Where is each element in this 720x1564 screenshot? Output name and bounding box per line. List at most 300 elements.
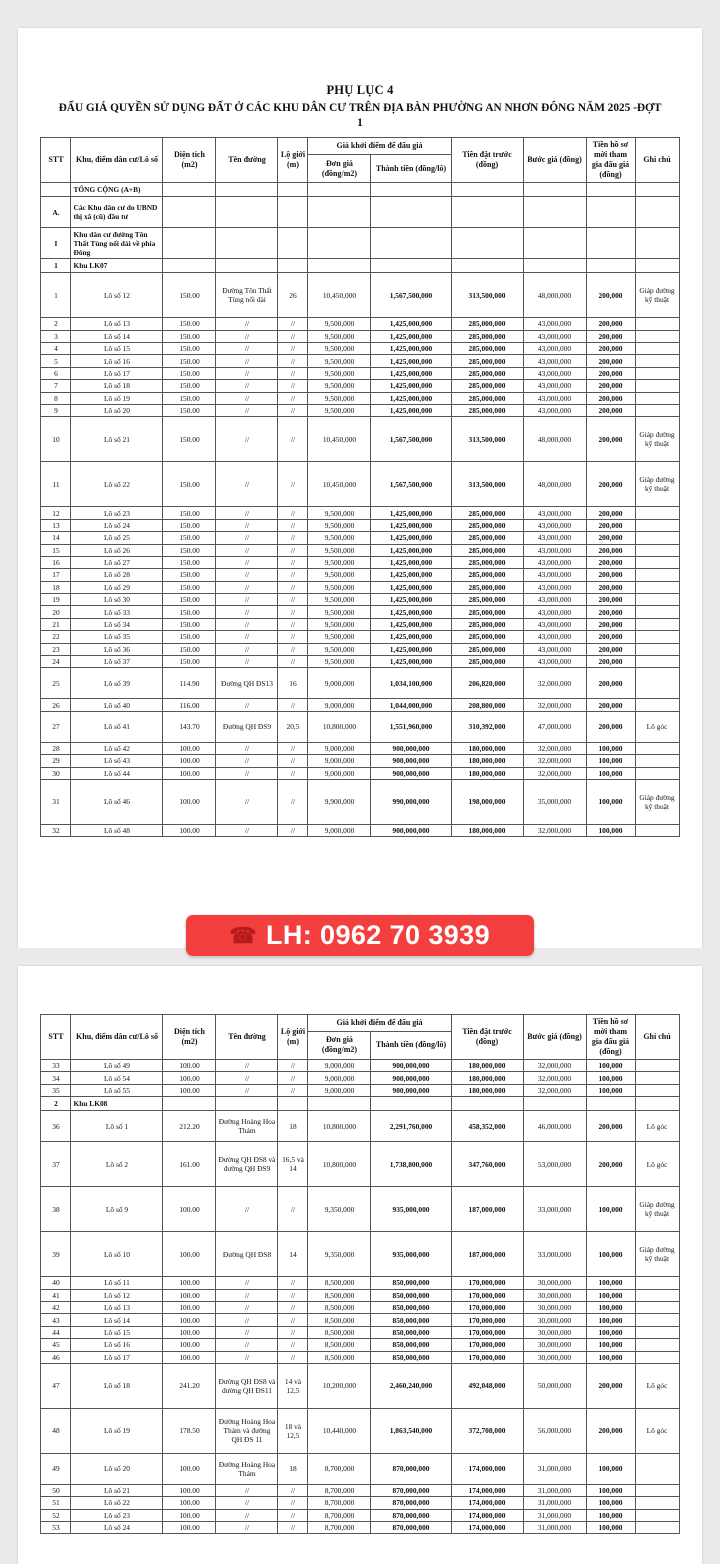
cell-stt: 51 [41,1497,71,1509]
cell-thanh-tien: 1,425,000,000 [371,318,451,330]
cell-don-gia: 10,450,000 [308,462,371,507]
cell-lo-gioi: // [278,367,308,379]
cell-lo-gioi: 14 và 12,5 [278,1363,308,1408]
cell-dien-tich: 100.00 [163,1497,216,1509]
cell-lo-gioi: // [278,699,308,711]
cell-tien-dat-truoc: 285,000,000 [451,318,523,330]
cell-ten-duong: // [216,581,278,593]
table-row [41,699,679,711]
cell-lo-so: Lô số 43 [71,755,163,767]
cell-stt: 45 [41,1339,71,1351]
cell-tien-dat-truoc: 285,000,000 [451,367,523,379]
cell-tien-ho-so: 200,000 [586,699,635,711]
cell-stt: 17 [41,569,71,581]
cell-ten-duong: // [216,343,278,355]
cell-tien-dat-truoc: 285,000,000 [451,330,523,342]
cell-stt: 14 [41,532,71,544]
table-row [41,779,679,824]
cell-thanh-tien: 1,551,960,000 [371,711,451,742]
section-empty-cell [586,197,635,228]
cell-ghi-chu [635,507,679,519]
section-empty-cell [216,1097,278,1111]
cell-buoc-gia: 31,000,000 [523,1509,586,1521]
cell-thanh-tien: 1,425,000,000 [371,532,451,544]
cell-dien-tich: 150.00 [163,318,216,330]
cell-dien-tich: 100.00 [163,1072,216,1084]
section-empty-cell [523,228,586,259]
cell-thanh-tien: 935,000,000 [371,1187,451,1232]
cell-ten-duong: // [216,1497,278,1509]
cell-ten-duong: // [216,330,278,342]
cell-ghi-chu [635,656,679,668]
cell-stt: 16 [41,556,71,568]
cell-dien-tich: 150.00 [163,392,216,404]
cell-ghi-chu: Giáp đường kỹ thuật [635,1187,679,1232]
cell-ghi-chu: Lô góc [635,1408,679,1453]
cell-lo-gioi: // [278,380,308,392]
cell-lo-so: Lô số 42 [71,742,163,754]
cell-buoc-gia: 53,000,000 [523,1142,586,1187]
cell-stt: 52 [41,1509,71,1521]
cell-tien-dat-truoc: 313,500,000 [451,417,523,462]
cell-tien-dat-truoc: 285,000,000 [451,392,523,404]
cell-ghi-chu [635,1301,679,1313]
cell-ghi-chu: Lô góc [635,1142,679,1187]
cell-buoc-gia: 43,000,000 [523,606,586,618]
cell-ghi-chu [635,392,679,404]
section-empty-cell [451,228,523,259]
cell-don-gia: 9,000,000 [308,824,371,836]
cell-lo-so: Lô số 17 [71,367,163,379]
cell-thanh-tien: 2,291,760,000 [371,1111,451,1142]
cell-dien-tich: 100.00 [163,1484,216,1496]
table-row [41,1289,679,1301]
col-header-ghi-chu: Ghi chú [635,1015,679,1060]
cell-dien-tich: 150.00 [163,581,216,593]
table-row [41,273,679,318]
col-header-khu: Khu, điểm dân cư/Lô số [71,1015,163,1060]
section-empty-cell [371,259,451,273]
cell-dien-tich: 212.20 [163,1111,216,1142]
cell-lo-gioi: // [278,556,308,568]
section-empty-cell [278,228,308,259]
cell-tien-dat-truoc: 285,000,000 [451,544,523,556]
cell-lo-so: Lô số 13 [71,1301,163,1313]
cell-dien-tich: 150.00 [163,404,216,416]
cell-don-gia: 9,500,000 [308,544,371,556]
table-row [41,1497,679,1509]
cell-ten-duong: // [216,1060,278,1072]
document-page-2 [18,966,702,1564]
cell-ghi-chu [635,767,679,779]
section-empty-cell [163,1097,216,1111]
cell-dien-tich: 150.00 [163,367,216,379]
cell-lo-gioi: // [278,1277,308,1289]
cell-ghi-chu [635,532,679,544]
cell-stt: 36 [41,1111,71,1142]
cell-stt: 41 [41,1289,71,1301]
section-empty-cell [451,183,523,197]
cell-don-gia: 9,000,000 [308,699,371,711]
cell-tien-dat-truoc: 174,000,000 [451,1484,523,1496]
cell-thanh-tien: 2,460,240,000 [371,1363,451,1408]
cell-thanh-tien: 850,000,000 [371,1351,451,1363]
cell-stt: 5 [41,355,71,367]
cell-dien-tich: 100.00 [163,1339,216,1351]
cell-ten-duong: // [216,755,278,767]
cell-don-gia: 9,000,000 [308,755,371,767]
cell-dien-tich: 100.00 [163,755,216,767]
cell-ghi-chu [635,1060,679,1072]
cell-buoc-gia: 43,000,000 [523,544,586,556]
cell-lo-gioi: // [278,462,308,507]
cell-buoc-gia: 48,000,000 [523,417,586,462]
cell-ghi-chu [635,1326,679,1338]
cell-buoc-gia: 32,000,000 [523,1060,586,1072]
cell-ghi-chu [635,755,679,767]
cell-dien-tich: 100.00 [163,1351,216,1363]
cell-buoc-gia: 30,000,000 [523,1326,586,1338]
cell-lo-so: Lô số 11 [71,1277,163,1289]
cell-tien-ho-so: 200,000 [586,367,635,379]
cell-stt: 3 [41,330,71,342]
section-empty-cell [216,183,278,197]
cell-ghi-chu [635,318,679,330]
cell-buoc-gia: 43,000,000 [523,631,586,643]
cell-lo-gioi: // [278,779,308,824]
cell-don-gia: 8,700,000 [308,1484,371,1496]
cell-tien-ho-so: 200,000 [586,1142,635,1187]
cell-lo-gioi: 18 [278,1453,308,1484]
table-body-page-2 [41,1060,679,1534]
cell-dien-tich: 100.00 [163,1522,216,1534]
cell-tien-dat-truoc: 285,000,000 [451,643,523,655]
section-label: Khu LK07 [71,259,163,273]
cell-tien-dat-truoc: 285,000,000 [451,594,523,606]
cell-tien-ho-so: 200,000 [586,1111,635,1142]
section-empty-cell [523,259,586,273]
cell-dien-tich: 114.90 [163,668,216,699]
cell-tien-ho-so: 100,000 [586,742,635,754]
cell-ten-duong: // [216,532,278,544]
cell-ghi-chu [635,556,679,568]
cell-ghi-chu [635,519,679,531]
cell-thanh-tien: 870,000,000 [371,1522,451,1534]
cell-ghi-chu [635,606,679,618]
cell-tien-dat-truoc: 180,000,000 [451,742,523,754]
cell-tien-ho-so: 200,000 [586,544,635,556]
cell-stt: 31 [41,779,71,824]
table-row [41,581,679,593]
cell-dien-tich: 100.00 [163,1277,216,1289]
cell-ghi-chu [635,699,679,711]
table-row [41,656,679,668]
cell-don-gia: 9,500,000 [308,355,371,367]
cell-tien-ho-so: 200,000 [586,631,635,643]
cell-dien-tich: 100.00 [163,779,216,824]
cell-buoc-gia: 43,000,000 [523,618,586,630]
cell-stt: 44 [41,1326,71,1338]
cell-dien-tich: 241.20 [163,1363,216,1408]
cell-thanh-tien: 1,034,100,000 [371,668,451,699]
cell-buoc-gia: 31,000,000 [523,1497,586,1509]
col-header-lo-gioi: Lộ giới (m) [278,1015,308,1060]
cell-ten-duong: // [216,355,278,367]
cell-buoc-gia: 30,000,000 [523,1277,586,1289]
cell-dien-tich: 100.00 [163,1301,216,1313]
cell-lo-gioi: // [278,656,308,668]
section-empty-cell [216,228,278,259]
section-label: TỔNG CỘNG (A+B) [71,183,163,197]
cell-don-gia: 8,700,000 [308,1497,371,1509]
cell-don-gia: 9,500,000 [308,519,371,531]
table-row [41,355,679,367]
cell-tien-dat-truoc: 180,000,000 [451,1084,523,1096]
cell-lo-so: Lô số 25 [71,532,163,544]
cell-dien-tich: 150.00 [163,417,216,462]
cell-tien-ho-so: 100,000 [586,1351,635,1363]
cell-lo-so: Lô số 21 [71,1484,163,1496]
table-row [41,755,679,767]
cell-thanh-tien: 1,425,000,000 [371,643,451,655]
cell-ghi-chu [635,1351,679,1363]
table-row [41,1351,679,1363]
table-section-row [41,259,679,273]
section-empty-cell [278,197,308,228]
cell-dien-tich: 150.00 [163,569,216,581]
cell-lo-so: Lô số 36 [71,643,163,655]
cell-tien-dat-truoc: 187,000,000 [451,1232,523,1277]
section-empty-cell [308,197,371,228]
cell-ten-duong: // [216,556,278,568]
table-row [41,1142,679,1187]
cell-stt: 19 [41,594,71,606]
cell-tien-dat-truoc: 206,820,000 [451,668,523,699]
col-header-stt: STT [41,138,71,183]
cell-don-gia: 9,500,000 [308,631,371,643]
cell-ghi-chu [635,1522,679,1534]
cell-thanh-tien: 1,425,000,000 [371,380,451,392]
cell-stt: 24 [41,656,71,668]
cell-tien-dat-truoc: 285,000,000 [451,532,523,544]
cell-ten-duong: // [216,767,278,779]
cell-don-gia: 8,700,000 [308,1522,371,1534]
cell-lo-so: Lô số 35 [71,631,163,643]
cell-tien-ho-so: 200,000 [586,1363,635,1408]
cell-dien-tich: 100.00 [163,1326,216,1338]
cell-tien-ho-so: 200,000 [586,643,635,655]
cell-stt: 23 [41,643,71,655]
cell-don-gia: 9,350,000 [308,1187,371,1232]
cell-tien-ho-so: 100,000 [586,755,635,767]
cell-lo-so: Lô số 23 [71,507,163,519]
cell-don-gia: 9,000,000 [308,767,371,779]
section-empty-cell [586,1097,635,1111]
cell-stt: 1 [41,273,71,318]
cell-don-gia: 9,500,000 [308,556,371,568]
cell-tien-dat-truoc: 180,000,000 [451,1060,523,1072]
cell-buoc-gia: 50,000,000 [523,1363,586,1408]
table-row [41,1084,679,1096]
cell-tien-dat-truoc: 492,048,000 [451,1363,523,1408]
section-empty-cell [278,1097,308,1111]
telephone-icon: ☎ [229,922,257,948]
cell-lo-gioi: // [278,1060,308,1072]
cell-lo-so: Lô số 20 [71,404,163,416]
cell-thanh-tien: 1,425,000,000 [371,618,451,630]
cell-ten-duong: // [216,1084,278,1096]
cell-ghi-chu: Lô góc [635,711,679,742]
cell-tien-dat-truoc: 313,500,000 [451,273,523,318]
cell-tien-dat-truoc: 170,000,000 [451,1277,523,1289]
cell-tien-ho-so: 200,000 [586,618,635,630]
cell-tien-ho-so: 200,000 [586,404,635,416]
cell-buoc-gia: 48,000,000 [523,462,586,507]
table-section-row [41,228,679,259]
cell-stt: 48 [41,1408,71,1453]
cell-lo-gioi: // [278,742,308,754]
cell-lo-gioi: // [278,1314,308,1326]
section-empty-cell [216,259,278,273]
table-row [41,367,679,379]
cell-stt: 7 [41,380,71,392]
cell-tien-ho-so: 100,000 [586,1277,635,1289]
col-header-dien-tich: Diện tích (m2) [163,1015,216,1060]
cell-tien-dat-truoc: 285,000,000 [451,355,523,367]
cell-lo-gioi: // [278,355,308,367]
cell-don-gia: 9,500,000 [308,380,371,392]
cell-buoc-gia: 56,000,000 [523,1408,586,1453]
cell-ghi-chu [635,380,679,392]
cell-thanh-tien: 1,425,000,000 [371,330,451,342]
cell-buoc-gia: 46,000,000 [523,1111,586,1142]
cell-tien-dat-truoc: 180,000,000 [451,824,523,836]
cell-lo-gioi: // [278,755,308,767]
cell-tien-dat-truoc: 372,708,000 [451,1408,523,1453]
cell-tien-ho-so: 100,000 [586,1301,635,1313]
table-row [41,1232,679,1277]
cell-dien-tich: 100.00 [163,824,216,836]
cell-ghi-chu: Lô góc [635,1111,679,1142]
cell-tien-ho-so: 200,000 [586,1408,635,1453]
cell-dien-tich: 150.00 [163,556,216,568]
section-index: 1 [41,259,71,273]
cell-thanh-tien: 1,425,000,000 [371,355,451,367]
cell-lo-gioi: // [278,330,308,342]
cell-don-gia: 9,500,000 [308,404,371,416]
cell-stt: 49 [41,1453,71,1484]
table-body-page-1 [41,183,679,837]
cell-don-gia: 9,500,000 [308,330,371,342]
cell-buoc-gia: 43,000,000 [523,519,586,531]
cell-tien-dat-truoc: 285,000,000 [451,569,523,581]
cell-don-gia: 9,000,000 [308,1060,371,1072]
cell-ghi-chu [635,594,679,606]
cell-lo-gioi: // [278,569,308,581]
cell-lo-gioi: // [278,544,308,556]
cell-buoc-gia: 30,000,000 [523,1339,586,1351]
table-row [41,507,679,519]
cell-lo-gioi: // [278,1351,308,1363]
cell-lo-gioi: 16 [278,668,308,699]
cell-ten-duong: // [216,462,278,507]
cell-buoc-gia: 32,000,000 [523,824,586,836]
cell-ten-duong: // [216,367,278,379]
cell-tien-ho-so: 100,000 [586,1060,635,1072]
cell-don-gia: 9,350,000 [308,1232,371,1277]
cell-ten-duong: // [216,1277,278,1289]
cell-ten-duong: // [216,1326,278,1338]
cell-ten-duong: Đường QH ĐS8 [216,1232,278,1277]
cell-tien-dat-truoc: 170,000,000 [451,1301,523,1313]
cell-ghi-chu [635,343,679,355]
cell-lo-so: Lô số 1 [71,1111,163,1142]
cell-buoc-gia: 43,000,000 [523,507,586,519]
cell-thanh-tien: 1,425,000,000 [371,656,451,668]
table-row [41,1408,679,1453]
cell-lo-gioi: 16,5 và 14 [278,1142,308,1187]
col-header-tien-ho-so: Tiền hồ sơ mời tham gia đấu giá (đồng) [586,1015,635,1060]
contact-phone-number: LH: 0962 70 3939 [265,920,491,950]
table-row [41,404,679,416]
cell-tien-ho-so: 100,000 [586,767,635,779]
cell-stt: 2 [41,318,71,330]
contact-phone-banner[interactable] [186,915,534,956]
cell-stt: 37 [41,1142,71,1187]
cell-buoc-gia: 48,000,000 [523,273,586,318]
cell-lo-so: Lô số 20 [71,1453,163,1484]
cell-tien-dat-truoc: 174,000,000 [451,1497,523,1509]
section-empty-cell [163,259,216,273]
cell-don-gia: 9,500,000 [308,618,371,630]
table-row [41,532,679,544]
section-empty-cell [451,1097,523,1111]
cell-lo-gioi: // [278,631,308,643]
table-row [41,544,679,556]
cell-ten-duong: // [216,824,278,836]
cell-tien-dat-truoc: 170,000,000 [451,1339,523,1351]
section-empty-cell [635,259,679,273]
cell-lo-gioi: // [278,767,308,779]
cell-ghi-chu: Giáp đường kỹ thuật [635,417,679,462]
cell-ghi-chu [635,404,679,416]
cell-thanh-tien: 850,000,000 [371,1339,451,1351]
cell-buoc-gia: 32,000,000 [523,1072,586,1084]
cell-lo-so: Lô số 48 [71,824,163,836]
section-empty-cell [371,228,451,259]
cell-thanh-tien: 1,425,000,000 [371,367,451,379]
table-row [41,1339,679,1351]
cell-tien-dat-truoc: 170,000,000 [451,1289,523,1301]
cell-lo-gioi: // [278,1326,308,1338]
cell-ten-duong: // [216,631,278,643]
cell-lo-so: Lô số 33 [71,606,163,618]
table-row [41,519,679,531]
table-row [41,1277,679,1289]
cell-buoc-gia: 43,000,000 [523,643,586,655]
page-title: PHỤ LỤC 4 [326,83,394,97]
cell-stt: 6 [41,367,71,379]
col-header-don-gia: Đơn giá (đồng/m2) [308,1031,371,1059]
cell-lo-so: Lô số 29 [71,581,163,593]
cell-ghi-chu [635,1277,679,1289]
cell-ten-duong: // [216,1314,278,1326]
table-row [41,668,679,699]
cell-thanh-tien: 1,567,500,000 [371,417,451,462]
cell-stt: 11 [41,462,71,507]
cell-buoc-gia: 32,000,000 [523,767,586,779]
cell-don-gia: 8,500,000 [308,1339,371,1351]
